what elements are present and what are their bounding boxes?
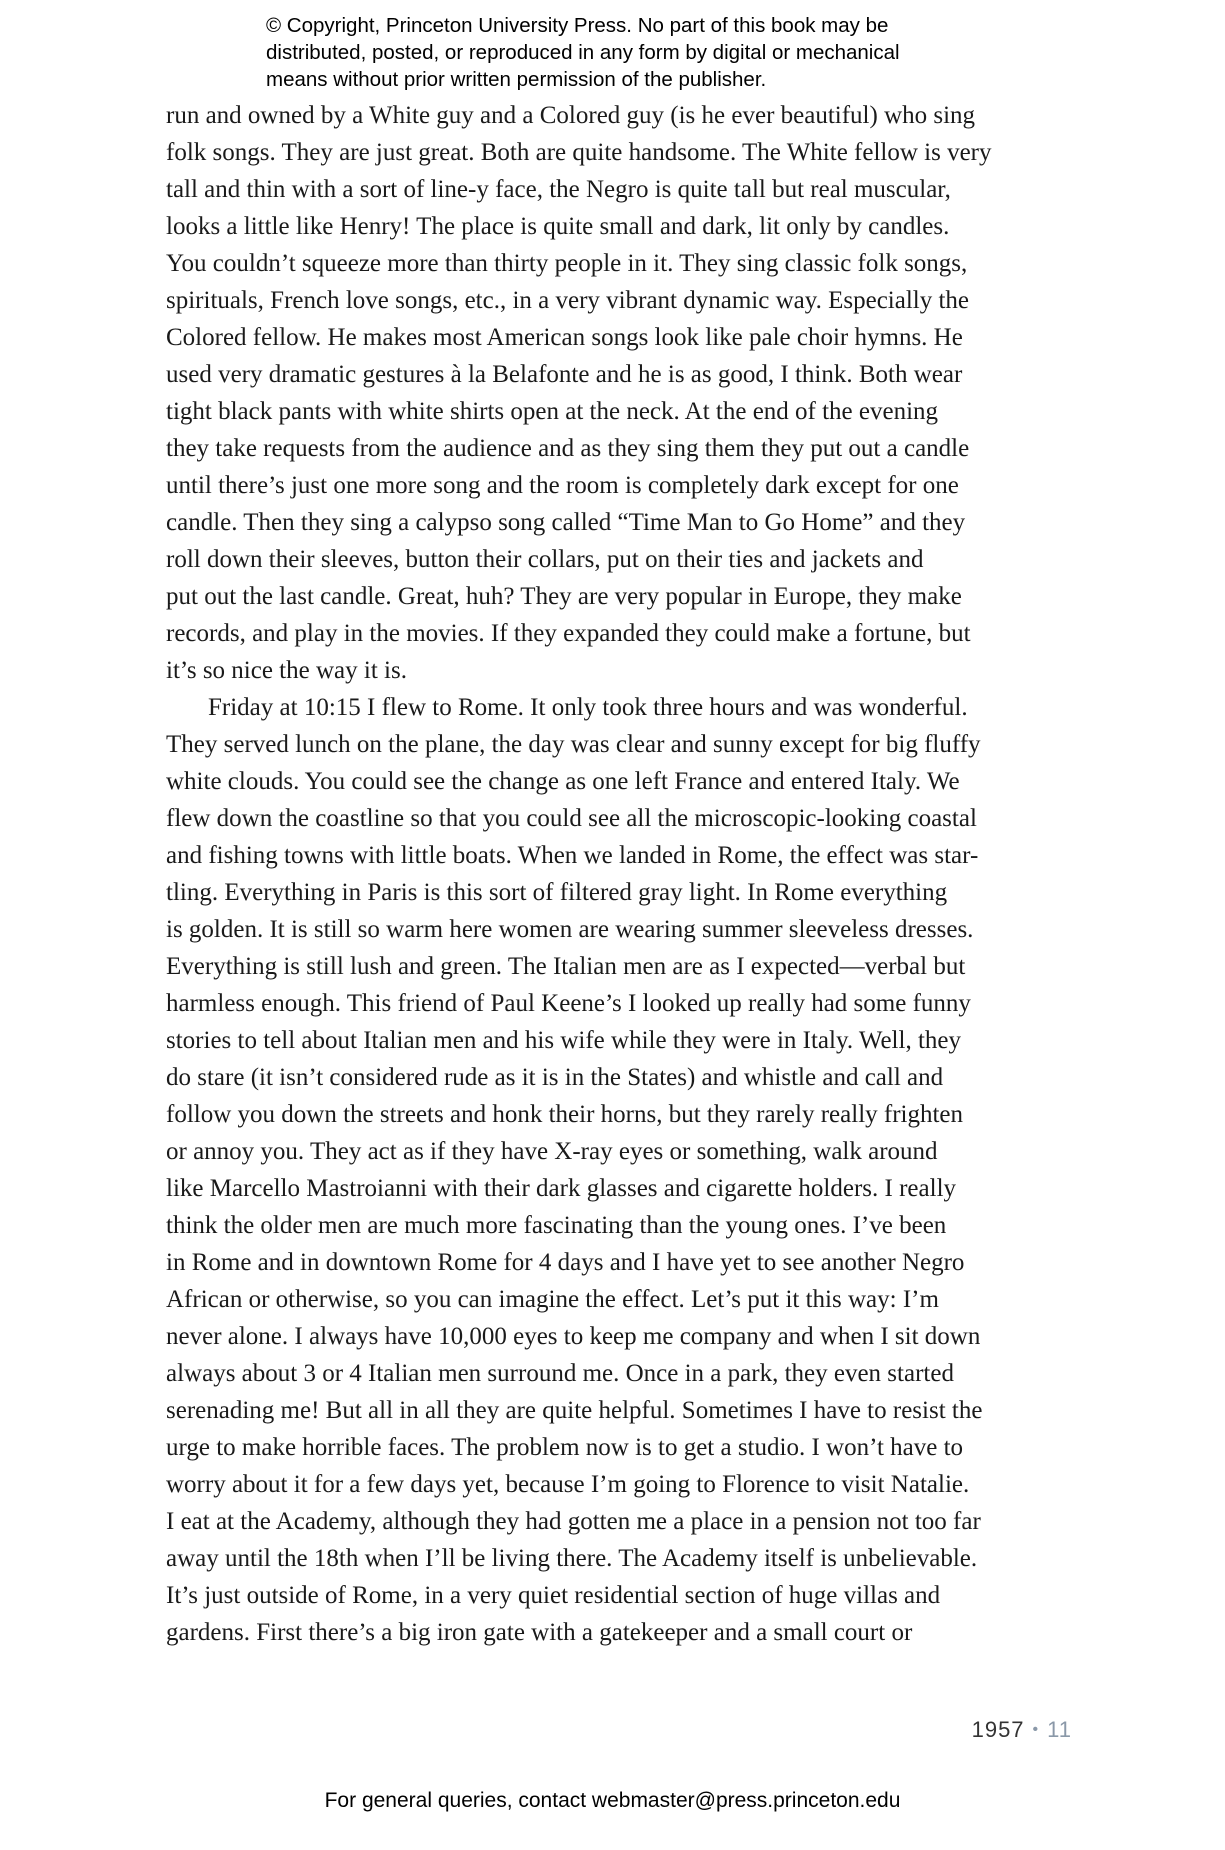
text-line: roll down their sleeves, button their collars, put on their ties and jackets and bbox=[166, 546, 924, 573]
text-line: tling. Everything in Paris is this sort of filtered gray light. In Rome everything bbox=[166, 879, 948, 906]
text-line: urge to make horrible faces. The problem now is to get a studio. I won’t have to bbox=[166, 1434, 964, 1461]
text-line: gardens. First there’s a big iron gate with a gatekeeper and a small court or bbox=[166, 1619, 913, 1646]
text-line: used very dramatic gestures à la Belafonte and he is as good, I think. Both wear bbox=[166, 361, 963, 388]
text-line: candle. Then they sing a calypso song called “Time Man to Go Home” and they bbox=[166, 509, 966, 536]
text-line: do stare (it isn’t considered rude as it is in the States) and whistle and call and bbox=[166, 1064, 944, 1091]
text-line: put out the last candle. Great, huh? They are very popular in Europe, they make bbox=[166, 583, 962, 610]
text-line: tall and thin with a sort of line-y face, the Negro is quite tall but real muscular, bbox=[166, 176, 951, 203]
text-line: away until the 18th when I’ll be living there. The Academy itself is unbelievable. bbox=[166, 1545, 978, 1572]
text-line: I eat at the Academy, although they had gotten me a place in a pension not too far bbox=[166, 1508, 981, 1535]
copyright-line: means without prior written permission of the publisher. bbox=[266, 68, 767, 91]
text-line: harmless enough. This friend of Paul Keene’s I looked up really had some funny bbox=[166, 990, 971, 1017]
text-line: until there’s just one more song and the room is completely dark except for one bbox=[166, 472, 959, 499]
text-line: run and owned by a White guy and a Colored guy (is he ever beautiful) who sing bbox=[166, 102, 976, 129]
text-line: They served lunch on the plane, the day was clear and sunny except for big fluffy bbox=[166, 731, 981, 758]
text-line: always about 3 or 4 Italian men surround me. Once in a park, they even started bbox=[166, 1360, 954, 1387]
folio-year: 1957 bbox=[971, 1717, 1025, 1742]
bullet-separator-icon: • bbox=[1032, 1721, 1040, 1738]
copyright-line: © Copyright, Princeton University Press. No part of this book may be bbox=[266, 14, 889, 37]
text-line: it’s so nice the way it is. bbox=[166, 657, 407, 684]
copyright-line: distributed, posted, or reproduced in any form by digital or mechanical bbox=[266, 41, 900, 64]
text-line: worry about it for a few days yet, because I’m going to Florence to visit Natalie. bbox=[166, 1471, 970, 1498]
text-line: African or otherwise, so you can imagine the effect. Let’s put it this way: I’m bbox=[166, 1286, 939, 1313]
page-number: 11 bbox=[1047, 1717, 1072, 1742]
text-line: in Rome and in downtown Rome for 4 days and I have yet to see another Negro bbox=[166, 1249, 965, 1276]
text-line: think the older men are much more fascinating than the young ones. I’ve been bbox=[166, 1212, 947, 1239]
text-line: tight black pants with white shirts open at the neck. At the end of the evening bbox=[166, 398, 939, 425]
text-line: is golden. It is still so warm here women are wearing summer sleeveless dresses. bbox=[166, 916, 974, 943]
footer-contact: For general queries, contact webmaster@press.princeton.edu bbox=[324, 1789, 901, 1812]
text-line: never alone. I always have 10,000 eyes to keep me company and when I sit down bbox=[166, 1323, 981, 1350]
text-line: spirituals, French love songs, etc., in a very vibrant dynamic way. Especially the bbox=[166, 287, 970, 314]
text-line: and fishing towns with little boats. When we landed in Rome, the effect was star- bbox=[166, 842, 979, 869]
text-line: folk songs. They are just great. Both are quite handsome. The White fellow is very bbox=[166, 139, 992, 166]
text-line: Colored fellow. He makes most American songs look like pale choir hymns. He bbox=[166, 324, 963, 351]
text-line: stories to tell about Italian men and his wife while they were in Italy. Well, they bbox=[166, 1027, 961, 1054]
text-line: like Marcello Mastroianni with their dark glasses and cigarette holders. I really bbox=[166, 1175, 957, 1202]
folio bbox=[972, 1717, 1072, 1743]
text-line-indented: Friday at 10:15 I flew to Rome. It only took three hours and was wonderful. bbox=[208, 694, 968, 721]
text-line: looks a little like Henry! The place is quite small and dark, lit only by candles. bbox=[166, 213, 950, 240]
text-line: white clouds. You could see the change as one left France and entered Italy. We bbox=[166, 768, 960, 795]
body-text bbox=[166, 97, 1086, 1651]
text-line: serenading me! But all in all they are quite helpful. Sometimes I have to resist the bbox=[166, 1397, 983, 1424]
copyright-notice bbox=[266, 12, 986, 93]
text-line: It’s just outside of Rome, in a very quiet residential section of huge villas and bbox=[166, 1582, 941, 1609]
text-line: they take requests from the audience and as they sing them they put out a candle bbox=[166, 435, 970, 462]
text-line: follow you down the streets and honk their horns, but they rarely really frighten bbox=[166, 1101, 964, 1128]
text-line: flew down the coastline so that you could see all the microscopic-looking coastal bbox=[166, 805, 977, 832]
text-line: or annoy you. They act as if they have X-ray eyes or something, walk around bbox=[166, 1138, 938, 1165]
text-line: Everything is still lush and green. The Italian men are as I expected—verbal but bbox=[166, 953, 966, 980]
text-line: records, and play in the movies. If they expanded they could make a fortune, but bbox=[166, 620, 971, 647]
text-line: You couldn’t squeeze more than thirty people in it. They sing classic folk songs, bbox=[166, 250, 968, 277]
